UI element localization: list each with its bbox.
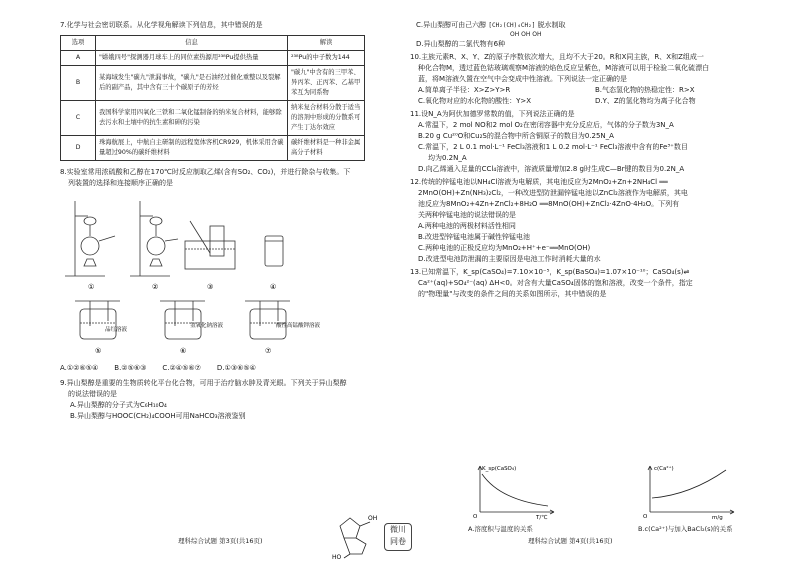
q12-option-b: B.改进型锌锰电池属于碱性锌锰电池 xyxy=(418,233,531,241)
wash-bottle-7 xyxy=(245,301,290,339)
bottle-label-7: 酸性高锰酸钾溶液 xyxy=(276,323,321,329)
header-explain: 解读 xyxy=(288,36,365,51)
q7-table xyxy=(60,35,365,161)
row-option: A xyxy=(61,51,96,66)
q11-option-a: A.常温下，2 mol NO和2 mol O₂在密闭容器中充分反应后，气体的分子数为3N_A xyxy=(418,121,674,129)
q13-line2: Ca²⁺(aq)+SO₄²⁻(aq) ΔH<0。对含有大量CaSO₄固体的饱和溶液，改变一个条件，指定 xyxy=(418,279,693,287)
apparatus-2 xyxy=(130,201,178,276)
hexitol-formula: [CH₂(CH)₄CH₂] xyxy=(488,22,536,29)
q7-stem: 7.化学与社会密切联系。从化学视角解读下列信息，其中错误的是 xyxy=(60,21,263,29)
q10-options xyxy=(418,85,772,107)
fig-label-4: ④ xyxy=(270,283,277,291)
q11-option-b: B.20 g Cu²⁰O和Cu₂S的混合物中所含铜原子的数目为0.25N_A xyxy=(418,132,614,140)
row-explain: "碳九"中含有的三甲苯、异丙苯、正丙苯、乙基甲苯互为同系物 xyxy=(288,66,365,101)
logo-bottom: 同卷 xyxy=(390,537,406,546)
fig-label-7: ⑦ xyxy=(265,347,272,355)
q13-caption-a: A.溶度积与温度的关系 xyxy=(468,525,533,533)
q8-stem-line2: 列装置的选择和连接顺序正确的是 xyxy=(68,179,173,187)
fig-label-6: ⑥ xyxy=(180,347,187,355)
q8-apparatus-figure xyxy=(60,191,360,361)
bottle-label-5: 品红溶液 xyxy=(105,327,128,333)
q7-table-header xyxy=(61,36,365,51)
q8-option-a: A.①②⑥⑤④ xyxy=(60,364,99,372)
header-info: 信息 xyxy=(96,36,288,51)
q12-option-d: D.改进型电池防泄漏的主要原因是电池工作时消耗大量的水 xyxy=(418,255,601,263)
q13-line3: 的"物理量"与改变的条件之间的关系如图所示，其中错误的是 xyxy=(418,290,607,298)
row-info: "嫦娥四号"探测器月球车上的同位素热源用²³⁸Pu提供热量 xyxy=(96,51,288,66)
table-row xyxy=(61,51,365,66)
q9-option-a: A.异山梨醇的分子式为C₆H₁₀O₄ xyxy=(70,401,167,409)
graph-a-xlabel: T/℃ xyxy=(536,515,548,520)
graph-b-ylabel: c(Ca²⁺) xyxy=(654,466,674,472)
graph-a-ylabel: K_sp(CaSO₄) xyxy=(482,466,517,472)
table-row xyxy=(61,101,365,136)
q8-option-d: D.①③⑥⑤④ xyxy=(216,364,256,372)
q10-stem-line3: 蓝，将M溶液久置在空气中会变成中性溶液。下列说法一定正确的是 xyxy=(418,75,628,83)
fig-label-2: ② xyxy=(152,283,159,291)
fig-label-5: ⑤ xyxy=(95,347,102,355)
q9-stem-line2: 的说法错误的是 xyxy=(68,390,117,398)
wash-bottle-5 xyxy=(75,301,120,339)
oh-label: OH xyxy=(368,515,378,522)
hexitol-oh-groups: OH OH OH xyxy=(510,31,542,38)
row-explain: ²³⁸Pu的中子数为144 xyxy=(288,51,365,66)
graph-b-xlabel: m/g xyxy=(712,515,723,520)
graph-a-origin: O xyxy=(473,514,478,520)
q8-stem-line1: 8.实验室常用浓硫酸和乙醇在170℃时反应制取乙烯(含有SO₂、CO₂)，并进行除杂与收集。下 xyxy=(60,168,351,176)
q11-stem: 11.设N_A为阿伏加德罗常数的值，下列说法正确的是 xyxy=(410,110,575,118)
q12-option-c: C.两种电池的正极反应均为MnO₂+H⁺+e⁻══MnO(OH) xyxy=(418,244,591,252)
q9-option-c-post: 脱水制取 xyxy=(537,21,566,29)
q11-option-d: D.向乙烯通入足量的CCl₄溶液中，溶液质量增加2.8 g时生成C—Br键的数目为0.2N_A xyxy=(418,165,685,173)
q13-caption-b: B.c(Ca²⁺)与加入BaCl₂(s)的关系 xyxy=(638,525,733,533)
q9-option-c xyxy=(416,20,772,31)
q10-option-b: B.气态氢化物的热稳定性：R>X xyxy=(595,86,695,94)
q10-stem-line2: 种化合物M，透过蓝色钴玻璃观察M溶液的焰色反应呈紫色，M溶液可以用于检验二氧化硫漂白 xyxy=(418,64,710,72)
wash-bottle-6 xyxy=(160,301,205,339)
logo-top: 微川 xyxy=(390,525,406,534)
q12-line4: 关两种锌锰电池的说法错误的是 xyxy=(418,211,516,219)
q9-stem-line1: 9.异山梨醇是重要的生物质转化平台化合物，可用于治疗脑水肿及青光眼。下列关于异山梨醇 xyxy=(60,379,347,387)
footer-page-3: 理科综合试题 第3页(共16页) xyxy=(178,537,263,545)
row-option: D xyxy=(61,136,96,161)
q12-option-a: A.两种电池的两极材料活性相同 xyxy=(418,222,516,230)
q10-option-c: C.氧化物对应的水化物的酸性：Y>X xyxy=(418,97,532,105)
row-info: 我国科学家用四氧化三铁和二氧化锰制备的纳米复合材料，能够除去污水和土壤中的抗生素和砷的污染 xyxy=(96,101,288,136)
row-explain: 碳纤维材料是一种非金属高分子材料 xyxy=(288,136,365,161)
row-info: 某海域发生"碳九"泄漏事故，"碳九"是石油经过催化重整以及裂解后的副产品，其中含有三十个碳原子的芳烃 xyxy=(96,66,288,101)
row-option: B xyxy=(61,66,96,101)
q13-graph-a xyxy=(470,460,560,520)
apparatus-4 xyxy=(265,236,283,266)
table-row xyxy=(61,136,365,161)
table-row xyxy=(61,66,365,101)
header-option: 选项 xyxy=(61,36,96,51)
row-info: 珠海航展上，中航自主研制的远程宽体客机CR929，机体采用含碳量超过90%的碳纤维材料 xyxy=(96,136,288,161)
isosorbide-structure xyxy=(328,508,378,560)
row-option: C xyxy=(61,101,96,136)
fig-label-3: ③ xyxy=(207,283,214,291)
row-explain: 纳米复合材料分散于适当的溶剂中形成的分散系可产生丁达尔效应 xyxy=(288,101,365,136)
bottle-label-6: 氢氧化钠溶液 xyxy=(190,323,224,329)
q9-option-b: B.异山梨醇与HOOC(CH₂)₄COOH可用NaHCO₃溶液鉴别 xyxy=(70,412,246,420)
q9-option-c-pre: C.异山梨醇可由己六醇 xyxy=(416,21,487,29)
page-4-column xyxy=(410,20,772,533)
q11-option-c-cont: 均为0.2N_A xyxy=(428,154,467,162)
fig-label-1: ① xyxy=(88,283,95,291)
q8-option-b: B.②⑤⑥③ xyxy=(114,364,147,372)
apparatus-1 xyxy=(65,201,115,276)
q8-option-c: C.②④⑤⑥⑦ xyxy=(162,364,201,372)
ho-label: HO xyxy=(332,554,342,560)
q12-line3: 池反应为8MnO₂+4Zn+ZnCl₂+8H₂O ══8MnO(OH)+ZnCl₂·4ZnO·4H₂O。下列有 xyxy=(418,200,680,208)
apparatus-labels-top xyxy=(88,283,276,291)
graph-b-origin: O xyxy=(643,514,648,520)
q10-option-a: A.简单离子半径：X>Z>Y>R xyxy=(418,86,511,94)
footer-page-4: 理科综合试题 第4页(共16页) xyxy=(528,537,613,545)
publisher-logo xyxy=(384,523,412,551)
q9-option-d: D.异山梨醇的二氯代物有6种 xyxy=(416,40,506,48)
q10-option-d: D.Y、Z的氢化物均为离子化合物 xyxy=(595,97,696,105)
q13-graph-b xyxy=(640,460,740,520)
q12-line1: 12.传统的锌锰电池以NH₄Cl溶液为电解质，其电池反应为2MnO₂+Zn+2NH₄Cl ══ xyxy=(410,178,668,186)
q10-stem-line1: 10.主族元素R、X、Y、Z的原子序数依次增大，且均不大于20。R和X同主族，R、X和Z组成一 xyxy=(410,53,704,61)
apparatus-3 xyxy=(185,221,235,269)
q11-option-c: C.常温下，2 L 0.1 mol·L⁻¹ FeCl₃溶液和1 L 0.2 mol·L⁻¹ FeCl₃溶液中含有的Fe³⁺数目 xyxy=(418,143,688,151)
q13-line1: 13.已知常温下，K_sp(CaSO₄)=7.10×10⁻⁵，K_sp(BaSO₄)=1.07×10⁻¹⁰；CaSO₄(s)⇌ xyxy=(410,268,690,276)
q8-options xyxy=(60,363,422,374)
q12-line2: 2MnO(OH)+Zn(NH₃)₂Cl₂，一种改进型防泄漏锌锰电池以ZnCl₂溶液作为电解质，其电 xyxy=(418,189,688,197)
